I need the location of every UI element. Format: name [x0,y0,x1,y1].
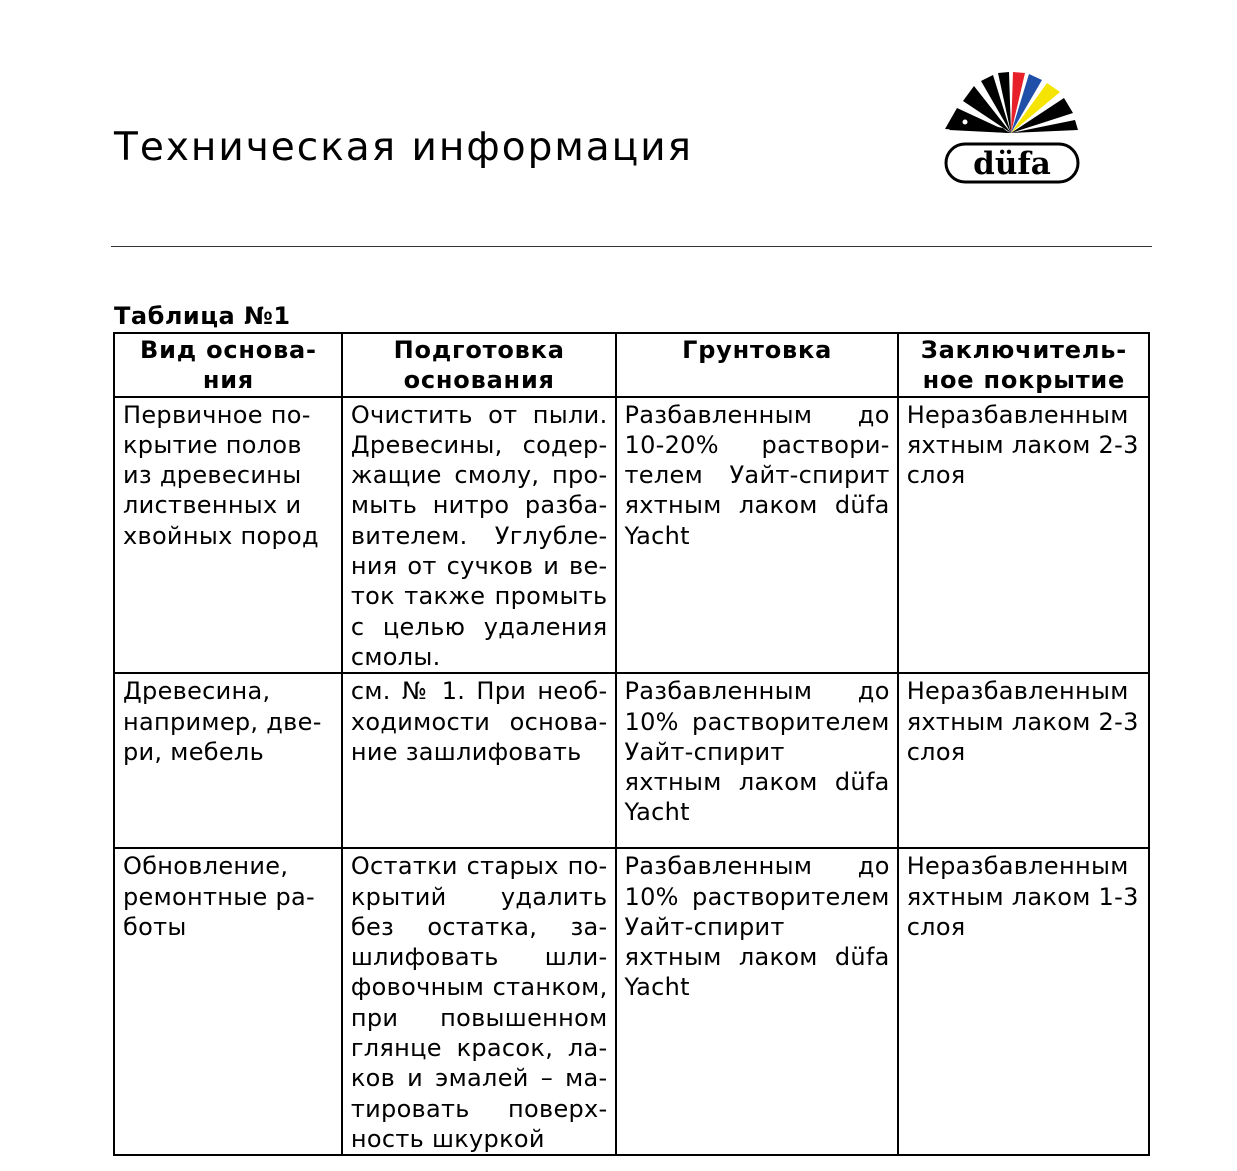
dufa-logo [943,68,1081,186]
logo-fan [945,72,1078,133]
cell-primer: Разбавленным до 10% растворителем Уайт-спирит яхтным лаком düfa Yacht [616,673,898,848]
cell-base: Обновление, ремонтные ра-боты [114,848,342,1155]
technical-table [113,332,1150,1156]
cell-finish: Неразбавленным яхтным лаком 2-3 слоя [898,673,1149,848]
cell-preparation: Очистить от пыли. Древесины, содер-жащие смолу, про-мыть нитро разба-вителем. Углубле-ния от сучков и ве-ток также промыть с целью удаления смолы. [342,397,616,674]
cell-finish: Неразбавленным яхтным лаком 2-3 слоя [898,397,1149,674]
header-divider [111,246,1152,247]
header-finish: Заключитель-ное покрытие [898,333,1149,397]
table-row [114,673,1149,848]
table-caption: Таблица №1 [114,302,291,330]
cell-finish: Неразбавленным яхтным лаком 1-3 слоя [898,848,1149,1155]
table-row [114,848,1149,1155]
header-base-type: Вид основа-ния [114,333,342,397]
header-preparation: Подготовка основания [342,333,616,397]
cell-primer: Разбавленным до 10% растворителем Уайт-спирит яхтным лаком düfa Yacht [616,848,898,1155]
header-primer: Грунтовка [616,333,898,397]
cell-base: Древесина, например, две-ри, мебель [114,673,342,848]
logo-text: düfa [973,146,1051,182]
table-header-row [114,333,1149,397]
cell-primer: Разбавленным до 10-20% раствори-телем Уайт-спирит яхтным лаком düfa Yacht [616,397,898,674]
cell-preparation: см. № 1. При необ-ходимости основа-ние зашлифовать [342,673,616,848]
cell-preparation: Остатки старых по-крытий удалить без остатка, за-шлифовать шли-фовочным станком, при повышенном глянце красок, ла-ков и эмалей – ма-тировать поверх-ность шкуркой [342,848,616,1155]
cell-base: Первичное по-крытие полов из древесины лиственных и хвойных пород [114,397,342,674]
page-title: Техническая информация [114,125,694,170]
table-row [114,397,1149,674]
